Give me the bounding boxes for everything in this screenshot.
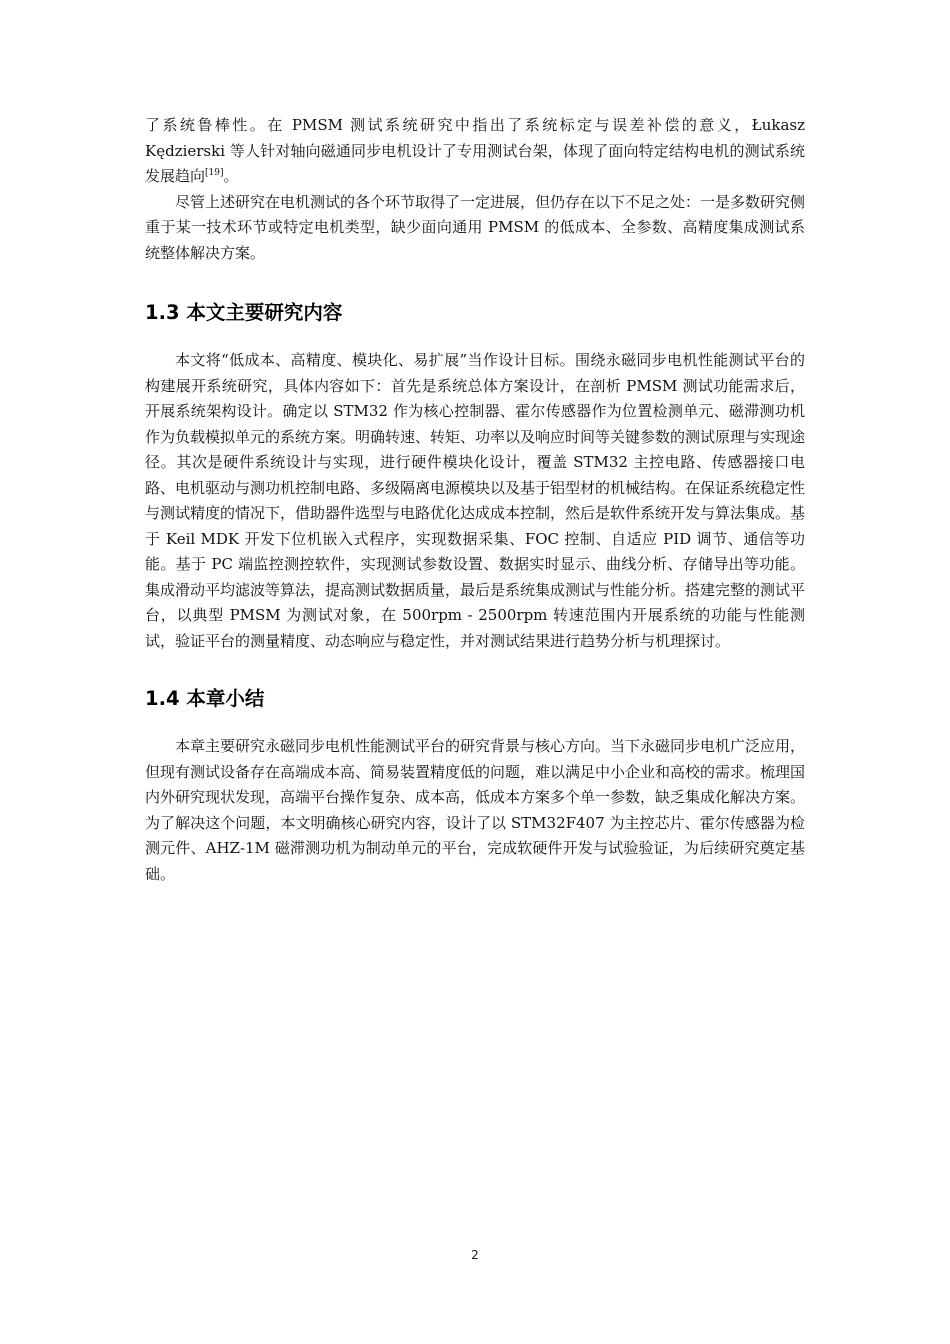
section-1-3-body: 本文将“低成本、高精度、模块化、易扩展”当作设计目标。围绕永磁同步电机性能测试平台的构建展开系统研究，具体内容如下：首先是系统总体方案设计，在剖析 PMSM 测试功能需求后，开展系统架构设计。确定以 STM32 作为核心控制器、霍尔传感器作为位置检测单元、磁滞测功机作为负载模拟单元的系统方案。明确转速、转矩、功率以及响应时间等关键参数的测试原理与实现途径。其次是硬件系统设计与实现，进行硬件模块化设计，覆盖 STM32 主控电路、传感器接口电路、电机驱动与测功机控制电路、多级隔离电源模块以及基于铝型材的机械结构。在保证系统稳定性与测试精度的情况下，借助器件选型与电路优化达成成本控制，然后是软件系统开发与算法集成。基于 Keil MDK 开发下位机嵌入式程序，实现数据采集、FOC 控制、自适应 PID 调节、通信等功能。基于 PC 端监控测控软件，实现测试参数设置、数据实时显示、曲线分析、存储导出等功能。集成滑动平均滤波等算法，提高测试数据质量，最后是系统集成测试与性能分析。搭建完整的测试平台，以典型 PMSM 为测试对象，在 500rpm - 2500rpm 转速范围内开展系统的功能与性能测试，验证平台的测量精度、动态响应与稳定性，并对测试结果进行趋势分析与机理探讨。 xyxy=(145,351,806,650)
section-1-4-body: 本章主要研究永磁同步电机性能测试平台的研究背景与核心方向。当下永磁同步电机广泛应用，但现有测试设备存在高端成本高、简易装置精度低的问题，难以满足中小企业和高校的需求。梳理国内外研究现状发现，高端平台操作复杂、成本高，低成本方案多个单一参数，缺乏集成化解决方案。为了解决这个问题，本文明确核心研究内容，设计了以 STM32F407 为主控芯片、霍尔传感器为检测元件、AHZ-1M 磁滞测功机为制动单元的平台，完成软硬件开发与试验验证，为后续研究奠定基础。 xyxy=(145,737,806,883)
paragraph-end: 。 xyxy=(223,167,239,185)
paragraph-continuation xyxy=(145,113,805,190)
paragraph-text: 了系统鲁棒性。在 PMSM 测试系统研究中指出了系统标定与误差补偿的意义，Łukasz Kędzierski 等人针对轴向磁通同步电机设计了专用测试台架，体现了面向特定结构电机的测试系统发展趋向 xyxy=(145,116,805,185)
section-heading-1-3: 1.3 本文主要研究内容 xyxy=(145,301,343,324)
page-number: 2 xyxy=(471,1248,479,1262)
document-body xyxy=(145,113,805,887)
citation-ref: [19] xyxy=(205,168,224,178)
paragraph-shortcomings: 尽管上述研究在电机测试的各个环节取得了一定进展，但仍存在以下不足之处：一是多数研究侧重于某一技术环节或特定电机类型，缺少面向通用 PMSM 的低成本、全参数、高精度集成测试系统整体解决方案。 xyxy=(145,192,806,262)
section-heading-1-4: 1.4 本章小结 xyxy=(145,687,265,710)
